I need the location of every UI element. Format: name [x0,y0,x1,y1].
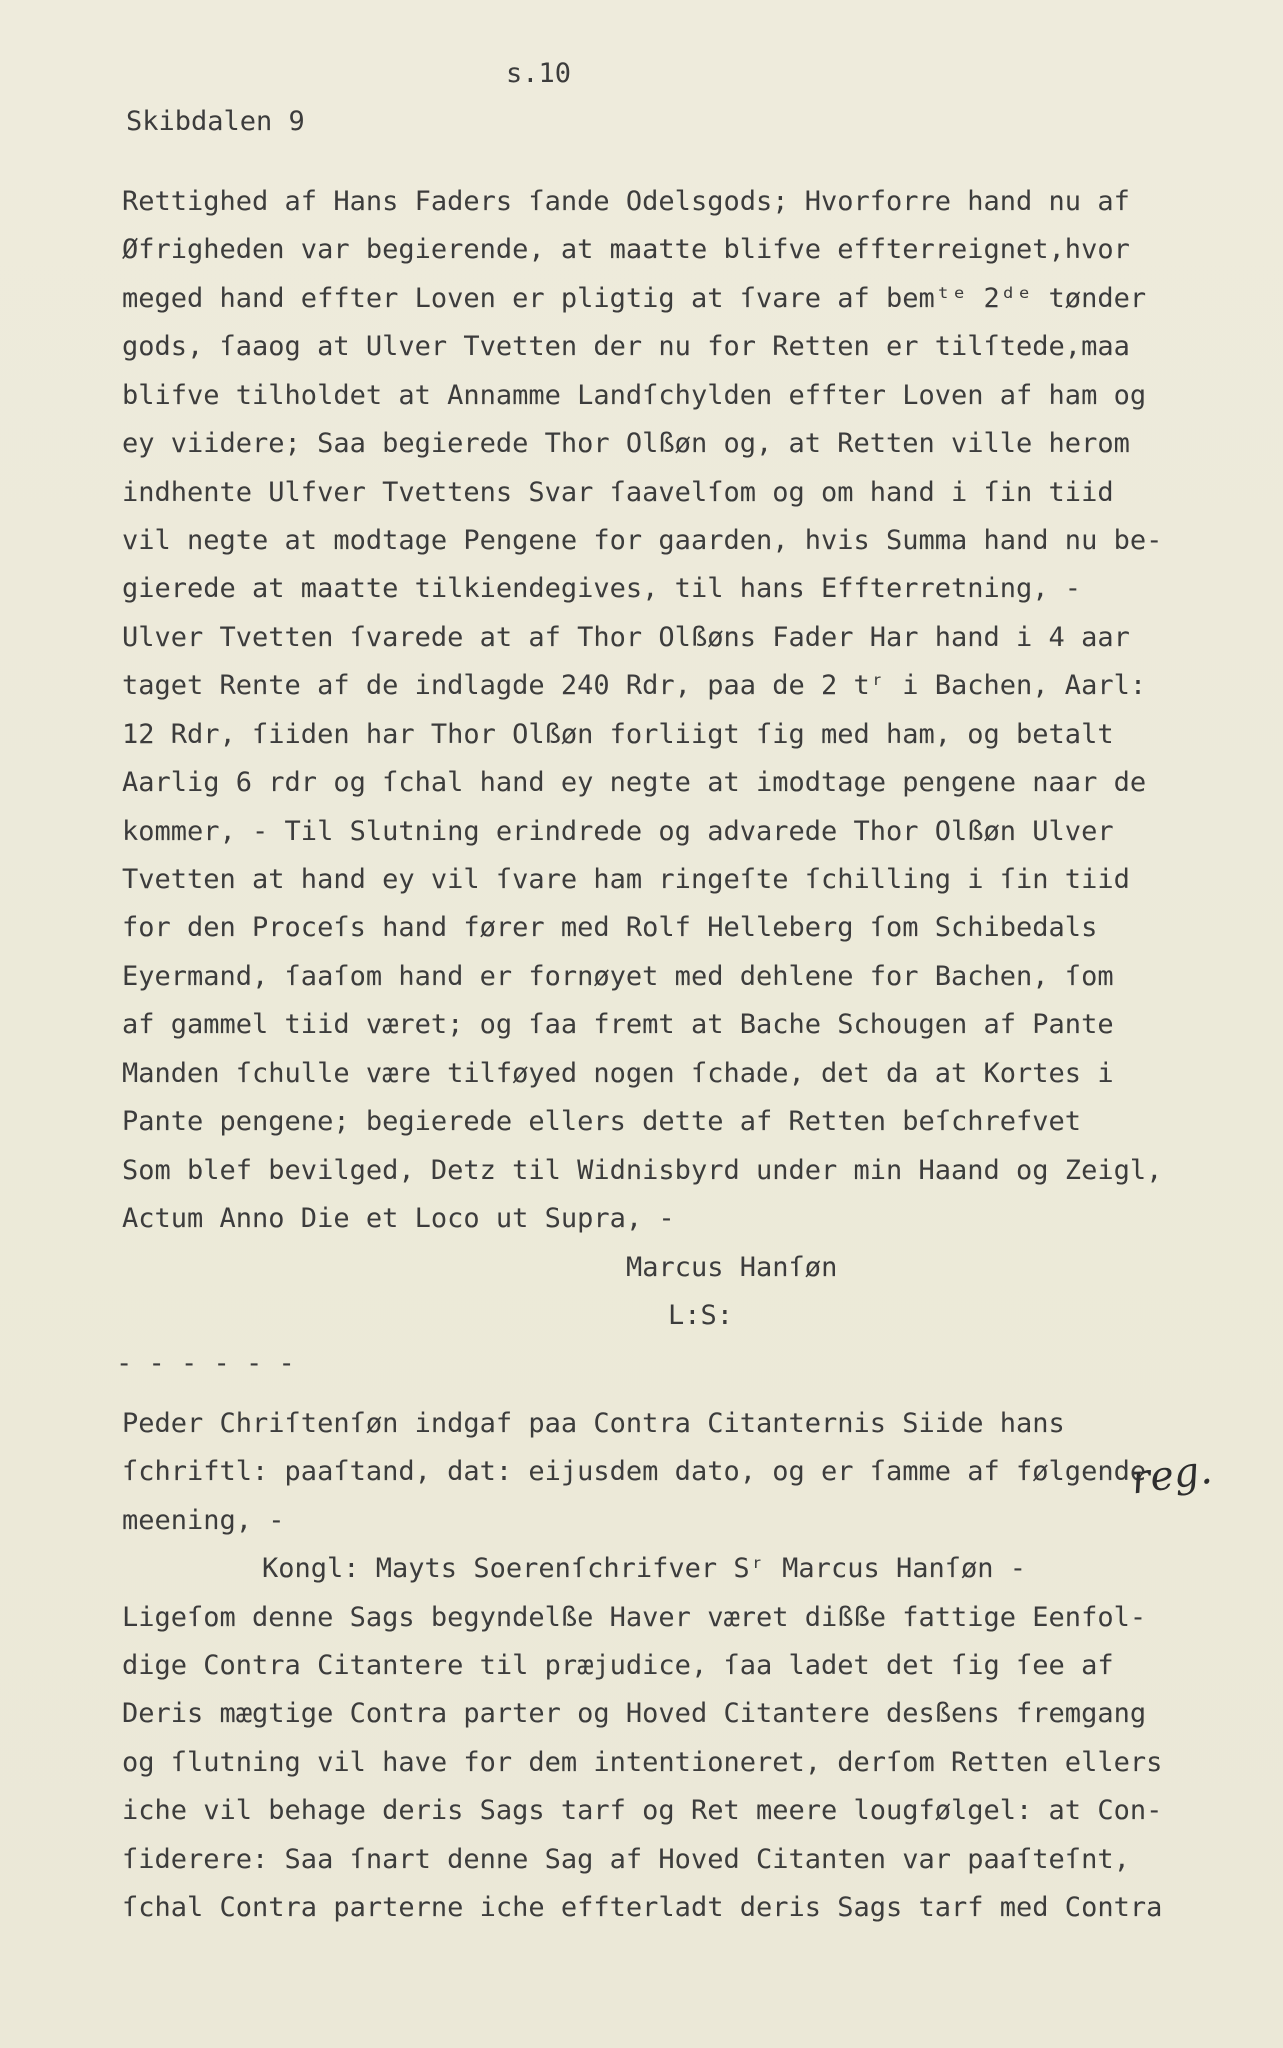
text-line: Eyermand, ſaaſom hand er fornøyet med dehlene for Bachen, ſom [122,961,1114,992]
text-line: meening, - [122,1505,285,1536]
margin-note: reg. [1128,1446,1215,1504]
section-separator: - - - - - - [116,1348,295,1379]
text-line: Manden ſchulle være tilføyed nogen ſchade, det da at Kortes i [122,1058,1114,1089]
address-line: Kongl: Mayts Soerenſchrifver Sʳ Marcus Hanſøn - [262,1553,1027,1584]
text-line: for den Proceſs hand fører med Rolf Helleberg ſom Schibedals [122,912,1098,943]
text-line: Peder Chriſtenſøn indgaf paa Contra Citanternis Siide hans [122,1408,1065,1439]
text-line: ſchal Contra parterne iche effterladt deris Sags tarf med Contra [122,1892,1163,1923]
text-line: Rettighed af Hans Faders ſande Odelsgods; Hvorforre hand nu af [122,186,1130,217]
text-line: ey viidere; Saa begierede Thor Olßøn og, at Retten ville herom [122,428,1130,459]
text-line: gods, ſaaog at Ulver Tvetten der nu for Retten er tilſtede,maa [122,331,1130,362]
text-line: Pante pengene; begierede ellers dette af Retten beſchrefvet [122,1106,1082,1137]
text-line: meged hand effter Loven er pligtig at ſvare af bemᵗᵉ 2ᵈᵉ tønder [122,283,1147,314]
text-line: Actum Anno Die et Loco ut Supra, - [122,1203,675,1234]
text-line: blifve tilholdet at Annamme Landſchylden effter Loven af ham og [122,380,1147,411]
text-line: Tvetten at hand ey vil ſvare ham ringeſte ſchilling i ſin tiid [122,864,1130,895]
text-line: Ligeſom denne Sags begyndelße Haver været dißße fattige Eenfol- [122,1602,1147,1633]
seal-mark: L:S: [668,1300,734,1331]
text-line: iche vil behage deris Sags tarf og Ret meere lougfølgel: at Con- [122,1795,1163,1826]
text-line: Ulver Tvetten ſvarede at af Thor Olßøns Fader Har hand i 4 aar [122,622,1130,653]
text-line: dige Contra Citantere til præjudice, ſaa ladet det ſig ſee af [122,1650,1114,1681]
page-number: s.10 [506,58,572,89]
signature: Marcus Hanſøn [626,1252,838,1283]
text-line: gierede at maatte tilkiendegives, til hans Effterretning, - [122,573,1082,604]
text-line: 12 Rdr, ſiiden har Thor Olßøn forliigt ſig med ham, og betalt [122,719,1114,750]
text-line: af gammel tiid været; og ſaa fremt at Bache Schougen af Pante [122,1009,1114,1040]
text-line: Deris mægtige Contra parter og Hoved Citantere desßens fremgang [122,1698,1147,1729]
text-line: Øfrigheden var begierende, at maatte blifve effterreignet,hvor [122,234,1130,265]
text-line: vil negte at modtage Pengene for gaarden, hvis Summa hand nu be- [122,525,1163,556]
text-line: kommer, - Til Slutning erindrede og advarede Thor Olßøn Ulver [122,816,1114,847]
text-line: indhente Ulfver Tvettens Svar ſaavelſom og om hand i ſin tiid [122,477,1114,508]
text-line: og ſlutning vil have for dem intentioneret, derſom Retten ellers [122,1747,1163,1778]
text-line: Aarlig 6 rdr og ſchal hand ey negte at imodtage pengene naar de [122,767,1147,798]
text-line: ſchriftl: paaſtand, dat: eijusdem dato, og er ſamme af følgende [122,1456,1147,1487]
text-line: Som blef bevilged, Detz til Widnisbyrd under min Haand og Zeigl, [122,1155,1163,1186]
document-header: Skibdalen 9 [126,106,305,137]
text-line: taget Rente af de indlagde 240 Rdr, paa de 2 tʳ i Bachen, Aarl: [122,670,1147,701]
text-line: ſiderere: Saa ſnart denne Sag af Hoved Citanten var paaſteſnt, [122,1844,1130,1875]
